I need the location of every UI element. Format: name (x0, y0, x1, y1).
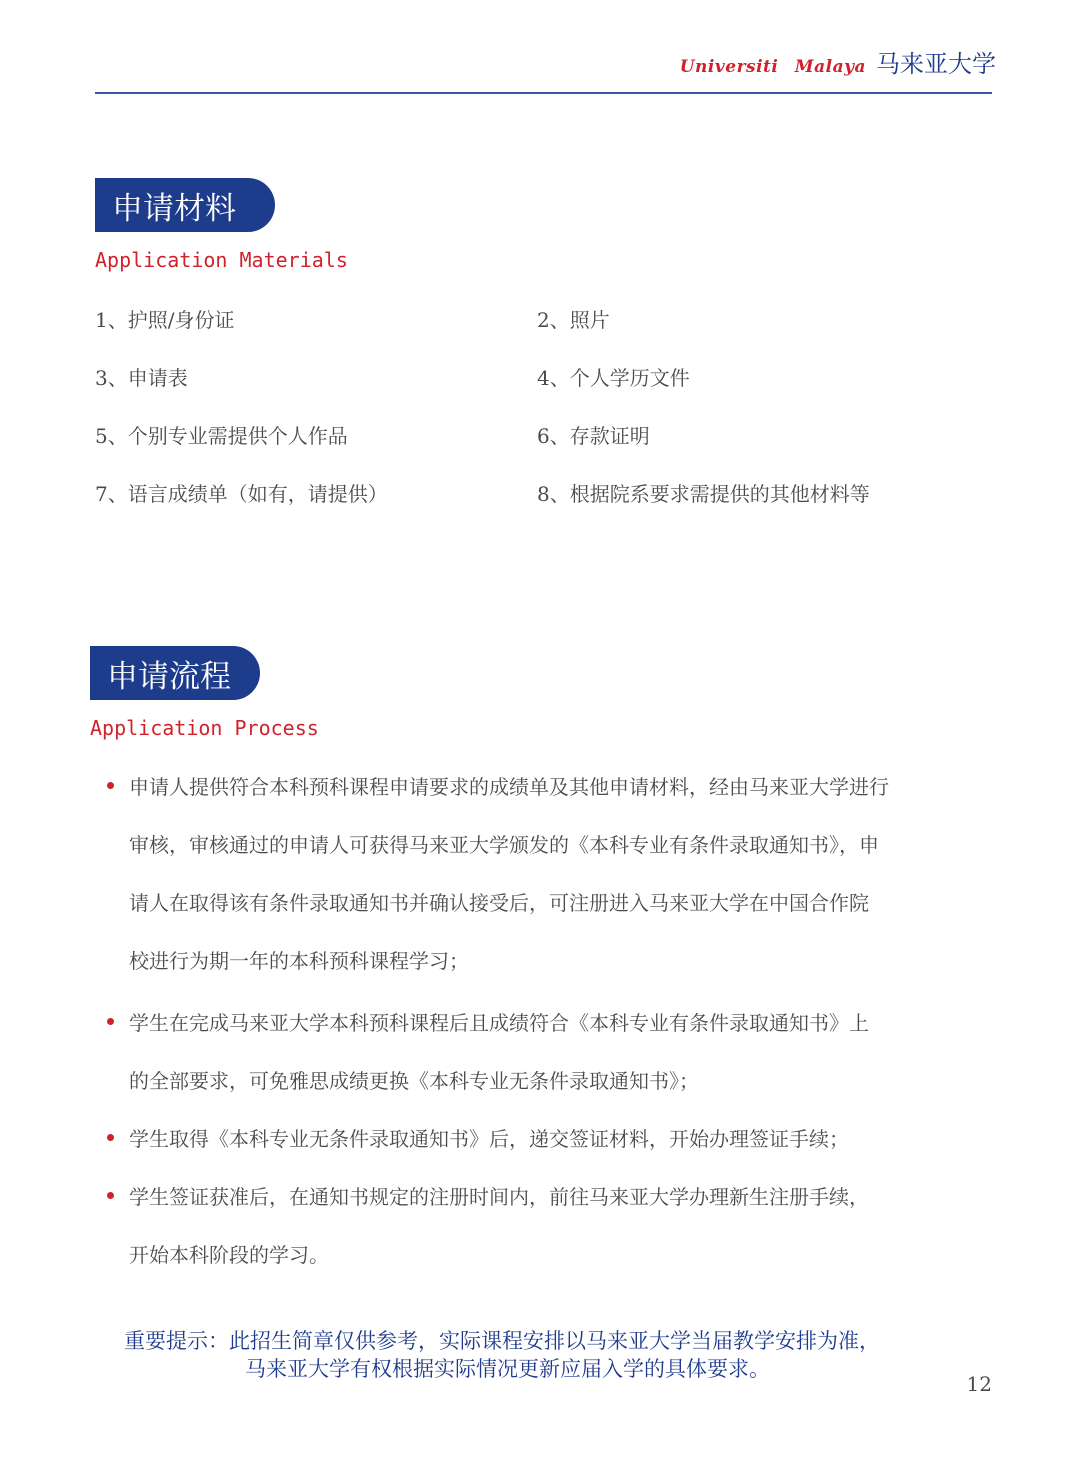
material-item: 3、申请表 (95, 366, 188, 390)
list-item-line: 学生签证获准后，在通知书规定的注册时间内，前往马来亚大学办理新生注册手续， (129, 1185, 869, 1209)
brand-cn: 马来亚大学 (876, 50, 996, 78)
materials-subtitle: Application Materials (95, 248, 348, 272)
bullet-dot (107, 782, 114, 789)
list-item-line: 申请人提供符合本科预科课程申请要求的成绩单及其他申请材料，经由马来亚大学进行 (129, 775, 889, 799)
notice-line: 马来亚大学有权根据实际情况更新应届入学的具体要求。 (245, 1357, 770, 1381)
list-item-line: 开始本科阶段的学习。 (129, 1243, 329, 1267)
list-item-line: 学生取得《本科专业无条件录取通知书》后，递交签证材料，开始办理签证手续； (129, 1127, 849, 1151)
material-item: 2、照片 (537, 308, 610, 332)
list-item-line: 校进行为期一年的本科预科课程学习； (129, 949, 469, 973)
list-item-line: 学生在完成马来亚大学本科预科课程后且成绩符合《本科专业有条件录取通知书》上 (129, 1011, 869, 1035)
bullet-dot (107, 1018, 114, 1025)
material-item: 4、个人学历文件 (537, 366, 690, 390)
page-number: 12 (966, 1372, 992, 1396)
materials-title: 申请材料 (95, 178, 275, 232)
process-title: 申请流程 (90, 646, 260, 700)
list-item-line: 请人在取得该有条件录取通知书并确认接受后，可注册进入马来亚大学在中国合作院 (129, 891, 869, 915)
material-item: 8、根据院系要求需提供的其他材料等 (537, 482, 870, 506)
bullet-dot (107, 1134, 114, 1141)
brand-latin: Universiti Malaya (679, 57, 866, 77)
list-item-line: 的全部要求，可免雅思成绩更换《本科专业无条件录取通知书》； (129, 1069, 699, 1093)
bullet-dot (107, 1192, 114, 1199)
list-item-line: 审核，审核通过的申请人可获得马来亚大学颁发的《本科专业有条件录取通知书》，申 (129, 833, 879, 857)
header-rule (95, 92, 992, 94)
material-item: 7、语言成绩单（如有，请提供） (95, 482, 388, 506)
material-item: 1、护照/身份证 (95, 308, 235, 332)
notice-line: 重要提示：此招生简章仅供参考，实际课程安排以马来亚大学当届教学安排为准， (124, 1329, 880, 1353)
material-item: 5、个别专业需提供个人作品 (95, 424, 348, 448)
material-item: 6、存款证明 (537, 424, 650, 448)
process-subtitle: Application Process (90, 716, 319, 740)
header-brand (680, 44, 996, 79)
